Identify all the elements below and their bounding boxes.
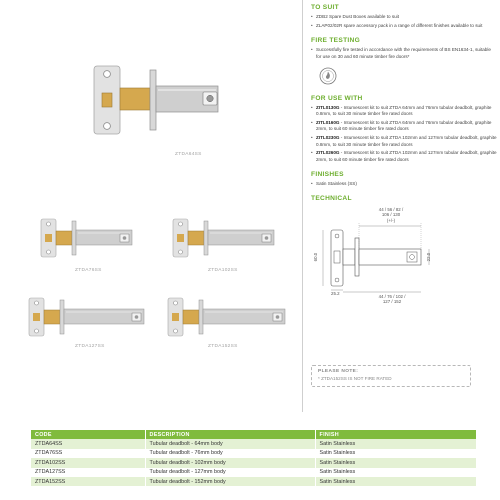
to-suit-list: [311, 14, 497, 29]
column-divider: [302, 0, 303, 412]
dim-small: 25.2: [331, 290, 340, 296]
cell-code: ZTDA64SS: [31, 439, 145, 448]
dim-text: (+/-): [386, 217, 396, 223]
cell-description: Tubular deadbolt - 152mm body: [145, 477, 315, 486]
cell-description: Tubular deadbolt - 64mm body: [145, 439, 315, 448]
kit-desc: - Intumescent kit to suit ZTDA 64mm and 76mm tubular deadbolt, graphite 0.8mm, to suit 30 minute timber fire rated doors: [316, 104, 492, 117]
list-item: [311, 150, 497, 163]
product-image-ztda102ss: [170, 216, 280, 260]
cell-code: ZTDA127SS: [31, 468, 145, 477]
product-image-ztda76ss: [38, 216, 138, 260]
product-caption: ZTDA102SS: [208, 268, 238, 273]
cell-description: Tubular deadbolt - 76mm body: [145, 449, 315, 458]
product-image-ztda152ss: [165, 295, 289, 339]
product-table: [31, 430, 477, 486]
column-header-code: CODE: [31, 430, 145, 439]
list-item: • ZLAP02/02R spare accessory pack in a range of different finishes available to suit: [311, 23, 497, 29]
table-row: [31, 439, 477, 448]
list-item: • Satin Stainless (SS): [311, 181, 497, 187]
to-suit-heading: TO SUIT: [311, 4, 339, 11]
technical-drawing: [311, 208, 497, 308]
table-row: [31, 449, 477, 458]
product-gallery: [0, 0, 300, 415]
table-header-row: [31, 430, 477, 439]
fire-rating-badge-icon: [319, 67, 337, 85]
please-note-box: [311, 365, 471, 387]
cell-finish: Satin Stainless: [315, 439, 477, 448]
list-item: • ZDB2 Spare Dust Boxes available to suit: [311, 14, 497, 20]
kit-desc: - Intumescent kit to suit ZTDA 64mm and 76mm tubular deadbolt, graphite 2mm, to suit 60 minute timber fire rated doors: [316, 120, 492, 132]
list-item: [311, 135, 497, 148]
kit-desc: - Intumescent kit to suit ZTDA 102mm and 127mm tubular deadbolt, graphite 2mm, to suit 60 minute timber fire rated doors: [316, 150, 497, 162]
list-item: [311, 120, 497, 133]
product-image-ztda64ss: [88, 60, 248, 140]
kit-desc: - Intumescent kit to suit ZTDA 102mm and 127mm tubular deadbolt, graphite 0.8mm, to suit 30 minute timber fire rated doors: [316, 135, 497, 147]
product-caption: ZTDA76SS: [75, 268, 102, 273]
product-caption: ZTDA152SS: [208, 344, 238, 349]
cell-finish: Satin Stainless: [315, 449, 477, 458]
dim-text: 106 / 130: [381, 212, 401, 218]
kit-code: ZITL0130G: [316, 104, 340, 110]
technical-heading: TECHNICAL: [311, 195, 352, 203]
kit-code: ZITL0260G: [316, 150, 340, 156]
dim-right: 22.0: [426, 252, 432, 261]
kit-code: ZITL0230G: [316, 135, 340, 141]
kit-code: ZITL0160G: [316, 120, 340, 126]
cell-description: Tubular deadbolt - 127mm body: [145, 468, 315, 477]
cell-description: Tubular deadbolt - 102mm body: [145, 458, 315, 467]
cell-finish: Satin Stainless: [315, 477, 477, 486]
product-caption: ZTDA127SS: [75, 344, 105, 349]
table-row: [31, 468, 477, 477]
finishes-heading: FINISHES: [311, 171, 344, 179]
dim-top: [366, 207, 416, 224]
fire-testing-list: [311, 47, 497, 60]
note-title: PLEASE NOTE:: [318, 369, 359, 374]
column-header-description: DESCRIPTION: [145, 430, 315, 439]
dim-text: 44 / 76 / 102 /: [378, 293, 406, 299]
cell-finish: Satin Stainless: [315, 468, 477, 477]
spec-column: [311, 0, 497, 415]
cell-code: ZTDA102SS: [31, 458, 145, 467]
product-image-ztda127ss: [26, 295, 150, 339]
table-row: [31, 477, 477, 486]
dim-text: 127 / 152: [382, 299, 402, 305]
dim-text: 44 / 56 / 82 /: [378, 206, 404, 212]
dim-left: 60.0: [313, 252, 319, 261]
table-row: [31, 458, 477, 467]
note-text: * ZTDA152SS IS NOT FIRE RATED: [318, 375, 392, 381]
for-use-with-list: [311, 105, 497, 163]
fire-testing-heading: FIRE TESTING: [311, 37, 361, 45]
dim-bottom: [367, 294, 417, 305]
for-use-with-heading: FOR USE WITH: [311, 94, 363, 102]
product-caption: ZTDA64SS: [175, 152, 202, 157]
column-header-finish: FINISH: [315, 430, 477, 439]
cell-code: ZTDA152SS: [31, 477, 145, 486]
finishes-list: [311, 181, 497, 187]
list-item: [311, 105, 497, 118]
cell-finish: Satin Stainless: [315, 458, 477, 467]
list-item: • Successfully fire tested in accordance with the requirements of BS EN1634-1, suitable for use on 30 and 60 minute timber fire doors*: [311, 47, 497, 60]
cell-code: ZTDA76SS: [31, 449, 145, 458]
